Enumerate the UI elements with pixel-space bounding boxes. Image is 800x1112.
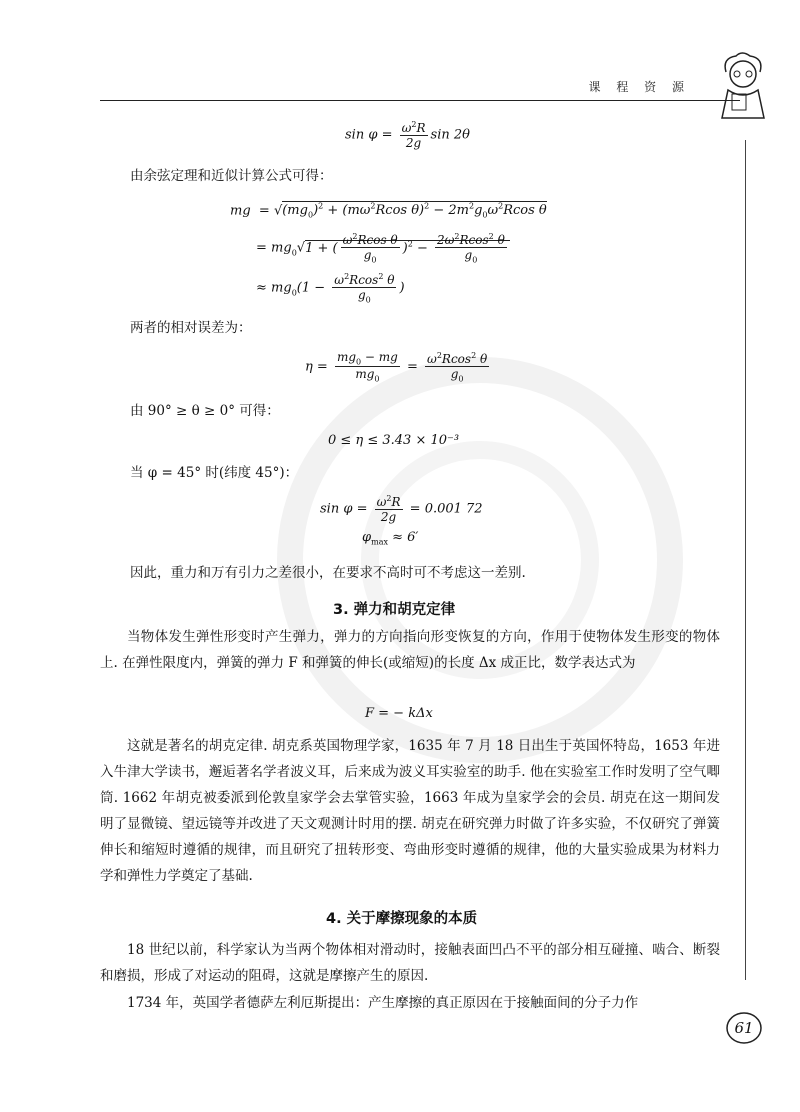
equation-eta-range: 0 ≤ η ≤ 3.43 × 10⁻³ (328, 433, 460, 448)
page-number: 61 (734, 1019, 754, 1037)
scholar-mascot-icon (712, 50, 774, 122)
paragraph-elastic-force: 当物体发生弹性形变时产生弹力，弹力的方向指向形变恢复的方向，作用于使物体发生形变的物体上. 在弹性限度内，弹簧的弹力 F 和弹簧的伸长(或缩短)的长度 Δx 成正比，数学表达式为 (100, 629, 720, 671)
text-conclusion: 因此，重力和万有引力之差很小，在要求不高时可不考虑这一差别. (130, 565, 526, 581)
paragraph-hooke-bio: 这就是著名的胡克定律. 胡克系英国物理学家，1635 年 7 月 18 日出生于英国怀特岛，1653 年进入牛津大学读书，邂逅著名学者波义耳，后来成为波义耳实验室的助手. 他在实验室工作时发明了空气唧筒. 1662 年胡克被委派到伦敦皇家学会去掌管实验，1663 年成为皇家学会的会员. 胡克在这一期间发明了显微镜、望远镜等并改进了天文观测计时用的摆. 胡克在研究弹力时做了许多实验，不仅研究了弹簧伸长和缩短时遵循的规律，而且研究了扭转形变、弯曲形变时遵循的规律，他的大量实验成果为材料力学和弹性力学奠定了基础. (100, 738, 720, 884)
equation-hooke-law: F = − kΔx (365, 706, 433, 721)
equation-sin-phi-value: sin φ = $\frac{\omega^2R}{2g}$ = 0.001 72 (320, 494, 483, 524)
equation-mg-approx: ≈ $mg_0(1$ − $\frac{\omega^2Rcos^2 \theta}{g_0}$ ) (256, 272, 405, 305)
equation-mg-exact: mg = $√(mg_0)^2 + (m\omega^2Rcos$ $\theta)^2 - 2m^2g_0\omega^2Rcos$ θ (230, 202, 547, 220)
equation-phi-max: $\varphi_{max} \approx 6'$ (362, 530, 419, 547)
text-theta-range: 由 90° ≥ θ ≥ 0° 可得： (130, 403, 280, 419)
equation-eta: η = $\frac{mg_0 - mg}{mg_0}$ = $\frac{\omega^2Rcos^2 \theta}{g_0}$ (305, 350, 488, 384)
text-cosine-law: 由余弦定理和近似计算公式可得： (130, 168, 333, 184)
text-latitude: 当 φ = 45° 时(纬度 45°)： (130, 465, 299, 481)
header-rule (100, 100, 740, 101)
section-heading-hooke: 3. 弹力和胡克定律 (333, 602, 456, 618)
running-header: 课 程 资 源 (588, 80, 690, 94)
equation-sin-phi: sin φ = $\frac{\omega^2R}{2g}$ sin 2θ (345, 120, 470, 150)
paragraph-friction-1734: 1734 年，英国学者德萨左利厄斯提出：产生摩擦的真正原因在于接触面间的分子力作 (127, 995, 639, 1011)
margin-rule (745, 140, 746, 980)
section-heading-friction: 4. 关于摩擦现象的本质 (326, 911, 478, 927)
text-relative-error: 两者的相对误差为： (130, 320, 252, 336)
paragraph-friction-history: 18 世纪以前，科学家认为当两个物体相对滑动时，接触表面凹凸不平的部分相互碰撞、啮合、断裂和磨损，形成了对运动的阻碍，这就是摩擦产生的原因. (100, 942, 720, 984)
equation-mg-expanded: = $mg_0√1$ + ( $\frac{\omega^2Rcos \theta}{g_0}$ )$^2$ − $\frac{2\omega^2Rcos^2 \theta}{g_0}$ (256, 232, 510, 264)
